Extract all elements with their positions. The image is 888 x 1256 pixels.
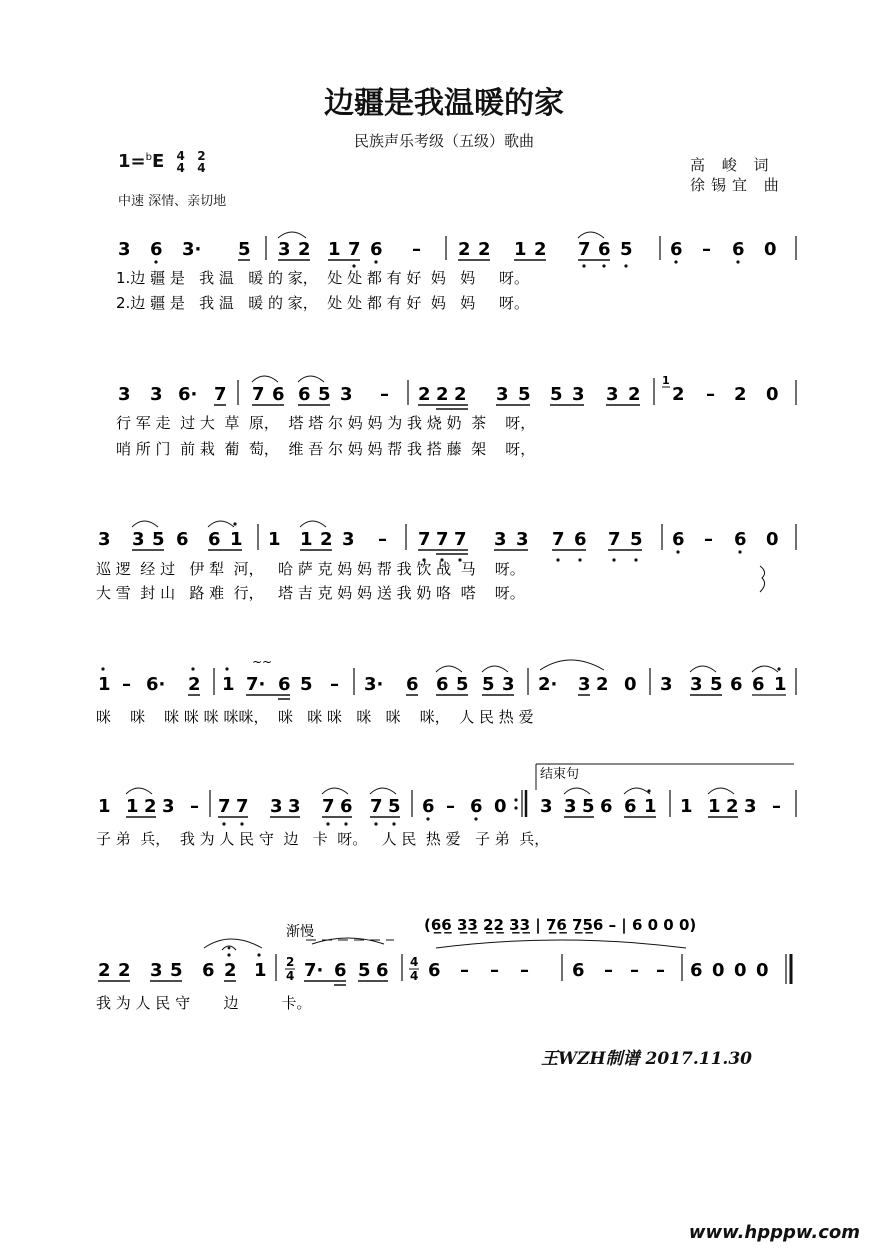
lower-octave-dot — [674, 260, 677, 263]
time-signature-2: 2 4 — [197, 149, 206, 175]
note: – — [122, 674, 131, 695]
note: 1 — [708, 796, 721, 817]
slur — [312, 938, 384, 944]
time-sig-top: 2 — [286, 955, 295, 969]
note: 6· — [178, 384, 198, 405]
brace — [760, 566, 765, 592]
note: 1 — [774, 674, 787, 695]
note: 7 — [252, 384, 265, 405]
flat-sign: b — [145, 152, 152, 163]
note: 7 — [236, 796, 249, 817]
song-title: 边疆是我温暖的家 — [324, 86, 564, 121]
note: 5 — [482, 674, 495, 695]
note: 6 — [176, 529, 189, 550]
time-sig-bottom: 4 — [286, 969, 295, 983]
lower-octave-dot — [736, 260, 739, 263]
note: 0 — [494, 796, 507, 817]
time-sig-bottom: 4 — [410, 969, 419, 983]
note: 7 — [436, 529, 449, 550]
lower-octave-dot — [624, 264, 627, 267]
note: 6 — [572, 960, 585, 981]
lower-octave-dot — [634, 558, 637, 561]
note: 2 — [98, 960, 111, 981]
key-prefix: 1= — [118, 151, 146, 172]
upper-octave-dot — [101, 667, 104, 670]
note: 5 — [620, 239, 633, 260]
note: 0 — [734, 960, 747, 981]
note: 6 — [334, 960, 347, 981]
note: 3 — [494, 529, 507, 550]
note: 2 — [628, 384, 641, 405]
slur — [300, 521, 326, 527]
note: 3 — [744, 796, 757, 817]
ending-label: 结束句 — [540, 767, 580, 782]
system-2 — [118, 374, 796, 409]
note: 6 — [422, 796, 435, 817]
note: 6 — [278, 674, 291, 695]
lyrics-verse-1: 子 弟 兵， 我 为 人 民 守 边 卡 呀。 人 民 热 爱 子 弟 兵， — [96, 830, 550, 848]
note: – — [460, 960, 469, 981]
note: 5 — [388, 796, 401, 817]
note: 6 — [208, 529, 221, 550]
note: 5 — [238, 239, 251, 260]
lower-octave-dot — [578, 558, 581, 561]
note: 6 — [600, 796, 613, 817]
note: 3 — [278, 239, 291, 260]
website-watermark[interactable]: www.hpppw.com — [688, 1222, 860, 1243]
note: 5 — [170, 960, 183, 981]
lower-octave-dot — [392, 822, 395, 825]
note: 3 — [118, 384, 131, 405]
mordent-mark: ~~ — [252, 655, 273, 669]
note: 5 — [152, 529, 165, 550]
note: 3 — [270, 796, 283, 817]
note: 3 — [150, 384, 163, 405]
note: 3 — [150, 960, 163, 981]
note: – — [380, 384, 389, 405]
lower-octave-dot — [582, 264, 585, 267]
slur — [322, 788, 348, 794]
slur — [208, 521, 234, 527]
note: 1 — [126, 796, 139, 817]
note: 0 — [766, 384, 779, 405]
note: 7 — [370, 796, 383, 817]
note: 3 — [578, 674, 591, 695]
note: 1 — [222, 674, 235, 695]
note: 5 — [582, 796, 595, 817]
lyrics-verse-2: 2.边 疆 是 我 温 暖 的 家， 处 处 都 有 好 妈 妈 呀。 — [116, 294, 530, 312]
note: 6 — [406, 674, 419, 695]
lower-octave-dot — [602, 264, 605, 267]
note: 3 — [564, 796, 577, 817]
slur — [578, 232, 604, 238]
note: 6 — [150, 239, 163, 260]
note: – — [604, 960, 613, 981]
note: 3 — [690, 674, 703, 695]
note: 5 — [300, 674, 313, 695]
slur — [204, 939, 262, 948]
note: – — [656, 960, 665, 981]
note: 7 — [418, 529, 431, 550]
tempo-mark-ritard: 渐慢 — [286, 924, 314, 940]
note: 3 — [516, 529, 529, 550]
note: 3· — [364, 674, 384, 695]
note: – — [446, 796, 455, 817]
note: 2 — [118, 960, 131, 981]
fermata-dot — [228, 947, 231, 950]
note: 1 — [98, 674, 111, 695]
note: 0 — [712, 960, 725, 981]
note: 6 — [672, 529, 685, 550]
note: 0 — [624, 674, 637, 695]
slur — [252, 376, 278, 382]
note: 1 — [328, 239, 341, 260]
lower-octave-dot — [326, 822, 329, 825]
upper-octave-dot — [233, 522, 236, 525]
lower-octave-dot — [352, 264, 355, 267]
note: 5 — [518, 384, 531, 405]
note: – — [706, 384, 715, 405]
system-4 — [98, 655, 796, 699]
note: 6 — [574, 529, 587, 550]
note: 6 — [340, 796, 353, 817]
slur — [436, 666, 462, 672]
note: – — [190, 796, 199, 817]
note: 3 — [496, 384, 509, 405]
volta-1-mark: 1 — [662, 374, 670, 387]
note: 2 — [436, 384, 449, 405]
note: 6 — [734, 529, 747, 550]
slur — [708, 788, 734, 794]
lower-octave-dot — [222, 822, 225, 825]
note: 2 — [298, 239, 311, 260]
lower-octave-dot — [676, 550, 679, 553]
repeat-dot — [514, 806, 517, 809]
note: 5 — [456, 674, 469, 695]
note: 7 — [322, 796, 335, 817]
note: 2 — [320, 529, 333, 550]
slur — [624, 788, 650, 794]
note: 5 — [710, 674, 723, 695]
note: 6 — [752, 674, 765, 695]
note: 2 — [224, 960, 237, 981]
system-3 — [98, 521, 796, 592]
instrumental-line: (6̲6̲ 3̲3̲ 2̲2̲ 3̲3̲ | 7̲6̲ 7̲5̲6 – | 6 0 0 0) — [424, 916, 697, 934]
lower-octave-dot — [154, 260, 157, 263]
note: 6 — [376, 960, 389, 981]
note: 3 — [572, 384, 585, 405]
system-5 — [98, 764, 796, 826]
key-note: E — [151, 151, 165, 172]
note: 3 — [118, 239, 131, 260]
lower-octave-dot — [344, 822, 347, 825]
lyrics-verse-2: 大 雪 封 山 路 难 行， 塔 吉 克 妈 妈 送 我 奶 咯 嗒 呀。 — [96, 584, 525, 602]
lyrics-verse-1: 1.边 疆 是 我 温 暖 的 家， 处 处 都 有 好 妈 妈 呀。 — [116, 269, 530, 287]
note: 1 — [230, 529, 243, 550]
note: 7 — [348, 239, 361, 260]
lower-octave-dot — [240, 822, 243, 825]
lower-octave-dot — [612, 558, 615, 561]
slur — [752, 666, 778, 672]
lyrics-verse-1: 行 军 走 过 大 草 原， 塔 塔 尔 妈 妈 为 我 烧 奶 茶 呀， — [116, 414, 536, 432]
lower-octave-dot — [738, 550, 741, 553]
slur — [370, 788, 396, 794]
note: 6 — [436, 674, 449, 695]
note: 2 — [596, 674, 609, 695]
tempo-marking: 中速 深情、亲切地 — [118, 194, 227, 209]
note: – — [704, 529, 713, 550]
note: 7 — [454, 529, 467, 550]
upper-octave-dot — [227, 953, 230, 956]
note: 2 — [188, 674, 201, 695]
note: 6 — [202, 960, 215, 981]
slur — [298, 376, 324, 382]
lower-octave-dot — [374, 260, 377, 263]
note: 6 — [690, 960, 703, 981]
song-subtitle: 民族声乐考级（五级）歌曲 — [353, 132, 534, 150]
note: 1 — [268, 529, 281, 550]
note: 1 — [680, 796, 693, 817]
note: 2 — [458, 239, 471, 260]
note: – — [490, 960, 499, 981]
note: 6 — [670, 239, 683, 260]
note: 5 — [318, 384, 331, 405]
note: 3 — [502, 674, 515, 695]
slur — [278, 232, 306, 238]
note: 1 — [254, 960, 267, 981]
tie — [436, 940, 686, 948]
composer-credit: 徐锡宜 曲 — [690, 176, 785, 194]
note: 3 — [288, 796, 301, 817]
note: 1 — [300, 529, 313, 550]
note: 2· — [538, 674, 558, 695]
note: 2 — [672, 384, 685, 405]
note: 2 — [726, 796, 739, 817]
system-6 — [98, 916, 791, 985]
lyricist-credit: 高 峻 词 — [690, 156, 775, 174]
slur — [126, 788, 152, 794]
lyrics-verse-1: 巡 逻 经 过 伊 犁 河， 哈 萨 克 妈 妈 帮 我 饮 战 马 呀。 — [96, 560, 525, 578]
note: 6 — [730, 674, 743, 695]
slur — [482, 666, 508, 672]
note: 6· — [146, 674, 166, 695]
note: 7· — [246, 674, 266, 695]
note: 2 — [734, 384, 747, 405]
note: 0 — [756, 960, 769, 981]
slur — [690, 666, 716, 672]
note: 7· — [304, 960, 324, 981]
slur — [540, 660, 604, 670]
note: 2 — [144, 796, 157, 817]
transcriber-signature: 王WZH制谱 2017.11.30 — [541, 1049, 752, 1069]
note: 7 — [578, 239, 591, 260]
slur — [132, 521, 158, 527]
note: 5 — [550, 384, 563, 405]
upper-octave-dot — [257, 953, 260, 956]
note: 2 — [534, 239, 547, 260]
upper-octave-dot — [225, 667, 228, 670]
note: 5 — [630, 529, 643, 550]
note: 7 — [218, 796, 231, 817]
note: 3 — [606, 384, 619, 405]
note: 6 — [624, 796, 637, 817]
lyrics-verse-1: 我 为 人 民 守 边 卡。 — [96, 994, 312, 1012]
note: 7 — [552, 529, 565, 550]
note: 2 — [418, 384, 431, 405]
time-signature-1: 4 4 — [176, 149, 185, 175]
system-1 — [118, 232, 796, 268]
note: 7 — [214, 384, 227, 405]
lower-octave-dot — [556, 558, 559, 561]
upper-octave-dot — [191, 667, 194, 670]
note: 6 — [370, 239, 383, 260]
lyrics-verse-2: 哨 所 门 前 栽 葡 萄， 维 吾 尔 妈 妈 帮 我 搭 藤 架 呀， — [116, 440, 536, 458]
upper-octave-dot — [647, 789, 650, 792]
time-sig-top: 4 — [410, 955, 419, 969]
note: 2 — [454, 384, 467, 405]
note: – — [330, 674, 339, 695]
note: 1 — [644, 796, 657, 817]
note: 6 — [272, 384, 285, 405]
note: 6 — [598, 239, 611, 260]
note: 3 — [540, 796, 553, 817]
note: – — [378, 529, 387, 550]
note: – — [702, 239, 711, 260]
lyrics-verse-1: 咪 咪 咪 咪 咪 咪咪， 咪 咪 咪 咪 咪 咪， 人 民 热 爱 — [96, 708, 534, 726]
note: 3 — [132, 529, 145, 550]
upper-octave-dot — [777, 667, 780, 670]
note: – — [412, 239, 421, 260]
lower-octave-dot — [374, 822, 377, 825]
lower-octave-dot — [426, 817, 429, 820]
note: 6 — [428, 960, 441, 981]
note: 2 — [478, 239, 491, 260]
slur — [564, 788, 590, 794]
note: 6 — [470, 796, 483, 817]
note: 7 — [608, 529, 621, 550]
repeat-dot — [514, 798, 517, 801]
note: 6 — [732, 239, 745, 260]
note: – — [630, 960, 639, 981]
note: – — [520, 960, 529, 981]
note: 3· — [182, 239, 202, 260]
note: – — [772, 796, 781, 817]
note: 3 — [660, 674, 673, 695]
note: 1 — [98, 796, 111, 817]
note: 0 — [764, 239, 777, 260]
note: 1 — [514, 239, 527, 260]
note: 0 — [766, 529, 779, 550]
lower-octave-dot — [474, 817, 477, 820]
note: 5 — [358, 960, 371, 981]
note: 3 — [342, 529, 355, 550]
note: 6 — [298, 384, 311, 405]
note: 3 — [340, 384, 353, 405]
note: 3 — [98, 529, 111, 550]
note: 3 — [162, 796, 175, 817]
